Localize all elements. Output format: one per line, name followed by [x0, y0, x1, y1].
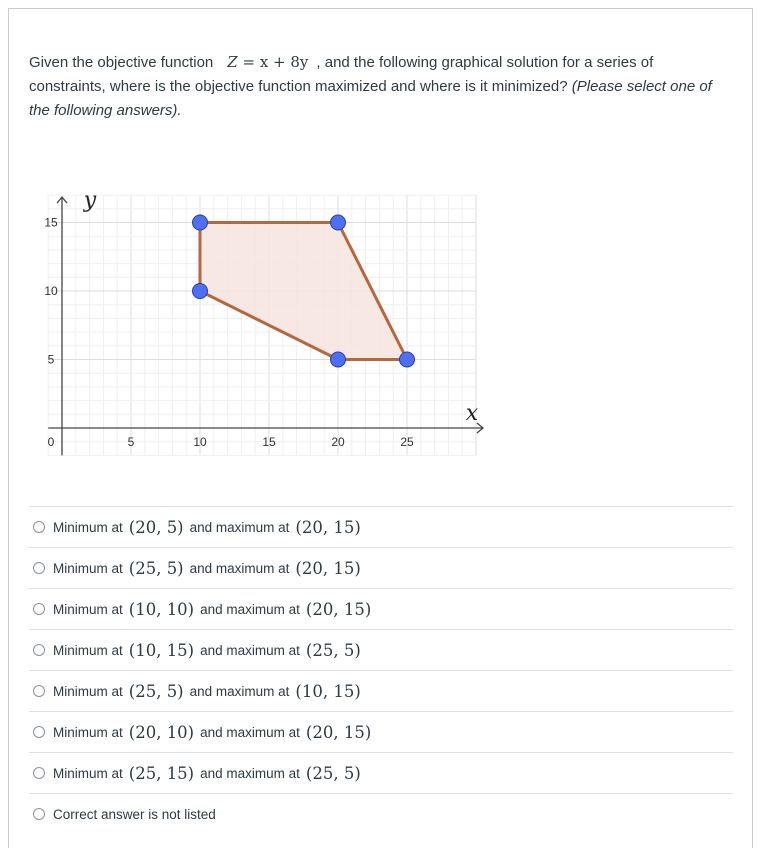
- question-suffix: , and the following graphical solution for a series of constraints, where is the objective function maximized and where is it minimized?: [29, 54, 654, 95]
- x-tick-label: 10: [193, 435, 207, 449]
- answer-min-label: Minimum at: [53, 724, 123, 740]
- radio-button[interactable]: [33, 562, 45, 574]
- answer-min-label: Minimum at: [53, 683, 123, 699]
- graph-svg: [25, 160, 485, 470]
- radio-button[interactable]: [33, 808, 45, 820]
- answer-max-label: and maximum at: [200, 642, 300, 658]
- answer-min-label: Minimum at: [53, 765, 123, 781]
- answer-max-point: (25, 5): [305, 763, 361, 783]
- answer-list: [29, 506, 733, 834]
- feasible-region-graph: [25, 160, 485, 470]
- x-tick-label: 25: [400, 435, 414, 449]
- answer-min-point: (20, 5): [128, 517, 184, 537]
- answer-not-listed-label: Correct answer is not listed: [53, 806, 216, 822]
- vertex-point: [331, 215, 346, 230]
- answer-min-point: (25, 15): [128, 763, 195, 783]
- x-tick-label: 15: [262, 435, 276, 449]
- x-tick-label: 20: [331, 435, 345, 449]
- formula-lhs: Z: [227, 53, 238, 71]
- vertex-point: [193, 215, 208, 230]
- vertex-point: [193, 284, 208, 299]
- vertex-point: [400, 352, 415, 367]
- answer-option[interactable]: [29, 752, 733, 793]
- answer-max-point: (20, 15): [305, 599, 372, 619]
- answer-min-label: Minimum at: [53, 560, 123, 576]
- answer-option[interactable]: [29, 588, 733, 629]
- answer-min-label: Minimum at: [53, 601, 123, 617]
- answer-max-point: (20, 15): [295, 517, 361, 537]
- answer-max-label: and maximum at: [200, 765, 300, 781]
- radio-button[interactable]: [33, 767, 45, 779]
- answer-min-point: (10, 10): [128, 599, 195, 619]
- answer-min-point: (25, 5): [128, 681, 184, 701]
- answer-max-label: and maximum at: [189, 683, 290, 699]
- y-tick-label: 5: [47, 352, 55, 367]
- x-axis-label: x: [465, 401, 479, 426]
- y-axis-label: y: [83, 188, 97, 214]
- formula-rhs: = x + 8y: [237, 53, 309, 71]
- radio-button[interactable]: [33, 521, 45, 533]
- y-tick-label: 15: [44, 215, 58, 230]
- question-prefix: Given the objective function: [29, 54, 214, 71]
- answer-max-point: (20, 15): [295, 558, 361, 578]
- answer-min-label: Minimum at: [53, 519, 123, 535]
- answer-min-point: (25, 5): [128, 558, 184, 578]
- origin-label: 0: [47, 435, 55, 449]
- answer-option[interactable]: [29, 629, 733, 670]
- answer-max-point: (20, 15): [305, 722, 372, 742]
- radio-button[interactable]: [33, 685, 45, 697]
- radio-button[interactable]: [33, 644, 45, 656]
- answer-max-point: (25, 5): [305, 640, 361, 660]
- answer-max-label: and maximum at: [189, 519, 290, 535]
- question-instruction: (Please select one of the following answers).: [29, 78, 712, 119]
- answer-option[interactable]: [29, 506, 733, 547]
- objective-formula: [213, 53, 316, 71]
- x-tick-label: 5: [127, 435, 135, 449]
- answer-min-point: (20, 10): [128, 722, 195, 742]
- answer-option[interactable]: [29, 711, 733, 752]
- answer-max-label: and maximum at: [189, 560, 290, 576]
- answer-option-not-listed[interactable]: [29, 793, 733, 834]
- answer-option[interactable]: [29, 547, 733, 588]
- radio-button[interactable]: [33, 726, 45, 738]
- answer-option[interactable]: [29, 670, 733, 711]
- answer-max-label: and maximum at: [200, 724, 300, 740]
- answer-max-label: and maximum at: [200, 601, 300, 617]
- answer-min-point: (10, 15): [128, 640, 195, 660]
- answer-min-label: Minimum at: [53, 642, 123, 658]
- question-text: [29, 50, 729, 123]
- vertex-point: [331, 352, 346, 367]
- radio-button[interactable]: [33, 603, 45, 615]
- answer-max-point: (10, 15): [295, 681, 361, 701]
- y-tick-label: 10: [44, 284, 58, 298]
